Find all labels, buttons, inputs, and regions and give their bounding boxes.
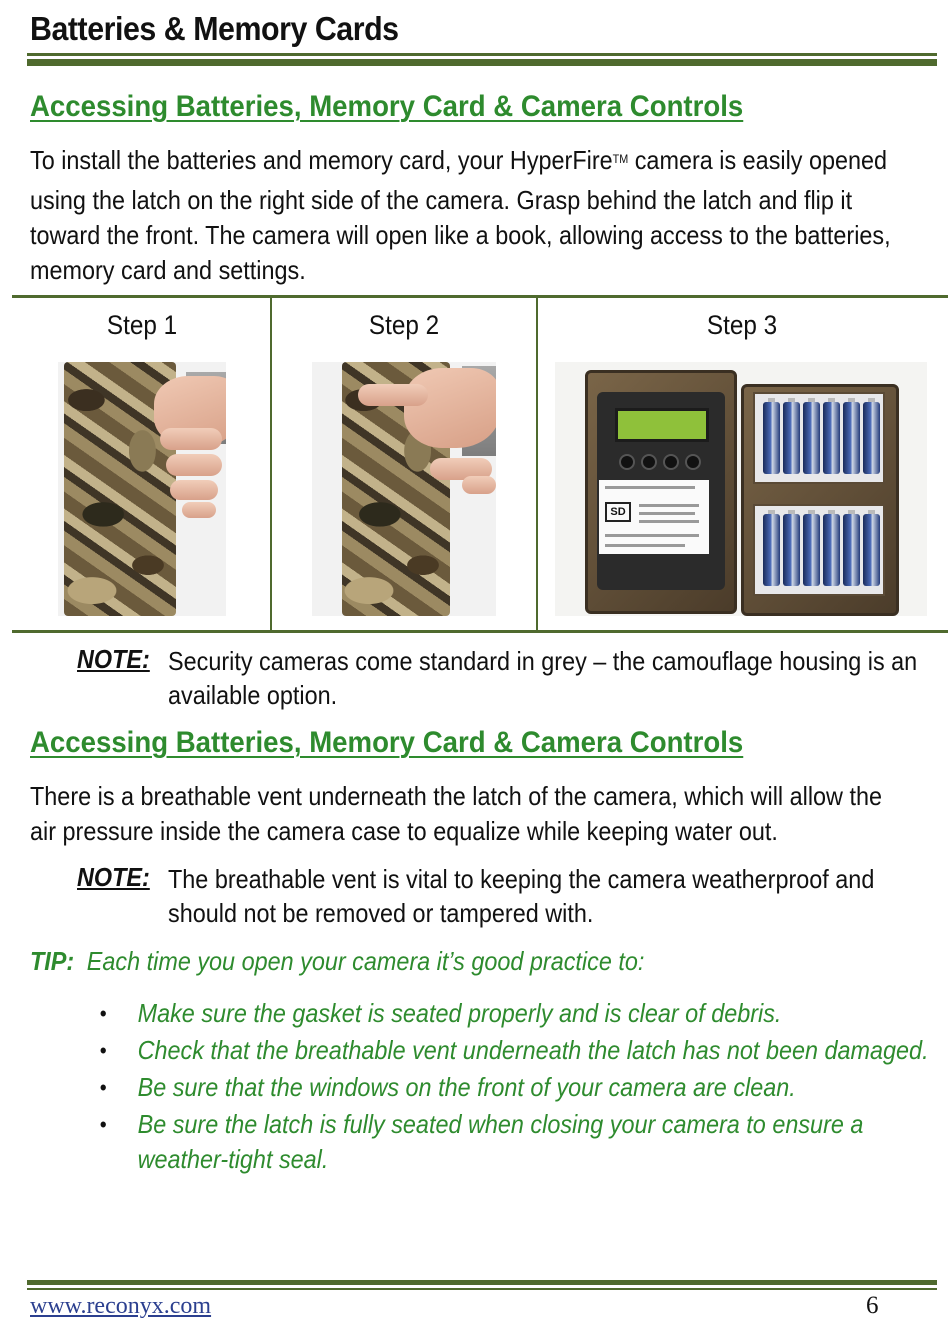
tip-list bbox=[98, 996, 935, 1179]
note-2-text: The breathable vent is vital to keeping the camera weatherproof and should not be removed or tampered with. bbox=[168, 864, 875, 928]
battery bbox=[803, 514, 820, 586]
battery bbox=[823, 514, 840, 586]
website-link[interactable]: www.reconyx.com bbox=[30, 1293, 212, 1319]
step-2-label: Step 2 bbox=[368, 310, 440, 340]
finger bbox=[160, 428, 222, 450]
finger bbox=[462, 476, 496, 494]
finger bbox=[170, 480, 218, 500]
footer-rule-thin bbox=[27, 1288, 937, 1290]
section-heading-1: Accessing Batteries, Memory Card & Camera Controls bbox=[30, 90, 744, 123]
tip-item-text: Be sure the latch is fully seated when closing your camera to ensure a weather-tight seal. bbox=[137, 1109, 864, 1174]
step-3-label: Step 3 bbox=[706, 310, 778, 340]
bullet-icon: • bbox=[99, 1038, 107, 1063]
tip-item bbox=[98, 1107, 935, 1177]
finger bbox=[182, 502, 216, 518]
step-1-label: Step 1 bbox=[106, 310, 178, 340]
steps-divider-2 bbox=[536, 298, 538, 630]
tip-item-text: Check that the breathable vent underneath the latch has not been damaged. bbox=[137, 1035, 929, 1065]
sticker-text-line bbox=[605, 534, 699, 537]
intro-paragraph-part2: camera is easily opened using the latch on the right side of the camera. Grasp behind the latch and flip it toward the front. The camera will open like a book, allowing access to the batteries, memory card and settings. bbox=[30, 145, 891, 285]
hand bbox=[404, 368, 496, 448]
page-title: Batteries & Memory Cards bbox=[30, 10, 399, 47]
sticker-text-line bbox=[605, 544, 685, 547]
footer-rule-thick bbox=[27, 1280, 937, 1285]
lcd-screen bbox=[615, 408, 709, 442]
sticker-text-line bbox=[605, 486, 695, 489]
sd-logo: SD bbox=[605, 502, 631, 522]
battery bbox=[863, 514, 880, 586]
battery bbox=[803, 402, 820, 474]
battery bbox=[863, 402, 880, 474]
battery-bay-bottom bbox=[753, 504, 885, 596]
steps-divider-1 bbox=[270, 298, 272, 630]
intro-paragraph bbox=[30, 143, 912, 288]
tip-item-text: Be sure that the windows on the front of your camera are clean. bbox=[137, 1072, 796, 1102]
step-3-photo bbox=[555, 362, 927, 616]
sticker-text-line bbox=[639, 512, 695, 515]
trademark-symbol: TM bbox=[612, 152, 629, 166]
bullet-icon: • bbox=[99, 1001, 107, 1026]
note-1-label: NOTE: bbox=[77, 644, 150, 674]
bullet-icon: • bbox=[99, 1075, 107, 1100]
tip-item bbox=[98, 996, 935, 1031]
battery bbox=[763, 514, 780, 586]
note-1-text: Security cameras come standard in grey – the camouflage housing is an available option. bbox=[168, 646, 918, 710]
battery bbox=[843, 402, 860, 474]
control-button bbox=[641, 454, 657, 470]
title-rule-thin bbox=[27, 53, 937, 56]
finger bbox=[358, 384, 428, 406]
battery bbox=[823, 402, 840, 474]
tip-item bbox=[98, 1033, 935, 1068]
battery-bay-top bbox=[753, 392, 885, 484]
vent-paragraph: There is a breathable vent underneath the latch of the camera, which will allow the air pressure inside the camera case to equalize while keeping water out. bbox=[30, 781, 882, 846]
section-heading-2: Accessing Batteries, Memory Card & Camera Controls bbox=[30, 726, 744, 759]
bullet-icon: • bbox=[99, 1112, 107, 1137]
steps-table bbox=[12, 295, 948, 633]
step-2-photo bbox=[312, 362, 496, 616]
battery bbox=[783, 514, 800, 586]
instruction-sticker bbox=[599, 480, 709, 554]
battery bbox=[843, 514, 860, 586]
battery bbox=[763, 402, 780, 474]
sticker-text-line bbox=[639, 504, 699, 507]
tip-intro: Each time you open your camera it’s good practice to: bbox=[86, 946, 645, 976]
control-button bbox=[663, 454, 679, 470]
tip-item bbox=[98, 1070, 935, 1105]
battery bbox=[783, 402, 800, 474]
tip-item-text: Make sure the gasket is seated properly and is clear of debris. bbox=[137, 998, 782, 1028]
tip-line bbox=[30, 946, 644, 977]
control-button bbox=[619, 454, 635, 470]
step-1-photo bbox=[58, 362, 226, 616]
sticker-text-line bbox=[639, 520, 699, 523]
finger bbox=[166, 454, 222, 476]
title-rule-thick bbox=[27, 59, 937, 66]
page-number: 6 bbox=[866, 1292, 879, 1319]
intro-paragraph-part1: To install the batteries and memory card, your HyperFire bbox=[30, 145, 613, 175]
control-button bbox=[685, 454, 701, 470]
note-2-label: NOTE: bbox=[77, 862, 150, 892]
tip-label: TIP: bbox=[30, 946, 75, 976]
